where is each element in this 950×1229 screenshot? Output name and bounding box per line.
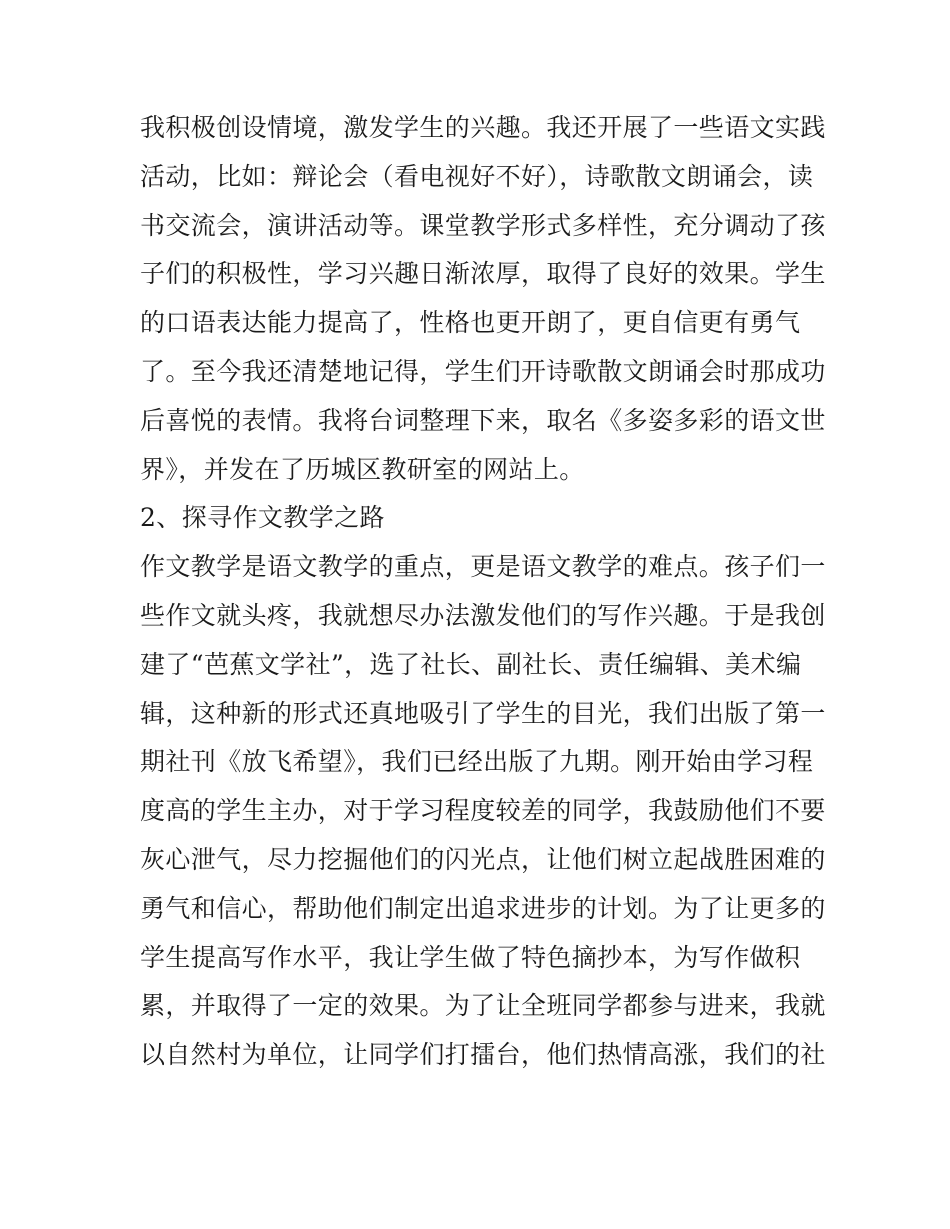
text-line: 灰心泄气，尽力挖掘他们的闪光点，让他们树立起战胜困难的 (140, 844, 826, 874)
text-line: 勇气和信心，帮助他们制定出追求进步的计划。为了让更多的 (140, 893, 826, 923)
text-line: 我积极创设情境，激发学生的兴趣。我还开展了一些语文实践 (140, 113, 826, 142)
text-line: 界》，并发在了历城区教研室的网站上。 (140, 454, 585, 484)
section-heading: 2、探寻作文教学之路 (140, 503, 385, 533)
text-line: 活动，比如：辩论会（看电视好不好），诗歌散文朗诵会，读 (140, 161, 814, 191)
text-line: 的口语表达能力提高了，性格也更开朗了，更自信更有勇气 (140, 308, 801, 338)
text-line: 学生提高写作水平，我让学生做了特色摘抄本，为写作做积 (140, 942, 801, 972)
text-line: 辑，这种新的形式还真地吸引了学生的目光，我们出版了第一 (140, 698, 826, 728)
body-text (140, 104, 826, 1080)
text-line: 累，并取得了一定的效果。为了让全班同学都参与进来，我就 (140, 991, 826, 1021)
text-line: 度高的学生主办，对于学习程度较差的同学，我鼓励他们不要 (140, 796, 826, 826)
text-line: 些作文就头疼，我就想尽办法激发他们的写作兴趣。于是我创 (140, 600, 826, 630)
text-line: 期社刊《放飞希望》，我们已经出版了九期。刚开始由学习程 (140, 747, 814, 777)
text-line: 以自然村为单位，让同学们打擂台，他们热情高涨，我们的社 (140, 1040, 826, 1070)
text-line: 了。至今我还清楚地记得，学生们开诗歌散文朗诵会时那成功 (140, 356, 826, 386)
text-line: 作文教学是语文教学的重点，更是语文教学的难点。孩子们一 (140, 552, 826, 582)
text-line: 子们的积极性，学习兴趣日渐浓厚，取得了良好的效果。学生 (140, 259, 826, 289)
text-line: 后喜悦的表情。我将台词整理下来，取名《多姿多彩的语文世 (140, 405, 826, 435)
text-line: 书交流会，演讲活动等。课堂教学形式多样性，充分调动了孩 (140, 210, 826, 240)
text-line: 建了“芭蕉文学社”，选了社长、副社长、责任编辑、美术编 (140, 649, 802, 679)
